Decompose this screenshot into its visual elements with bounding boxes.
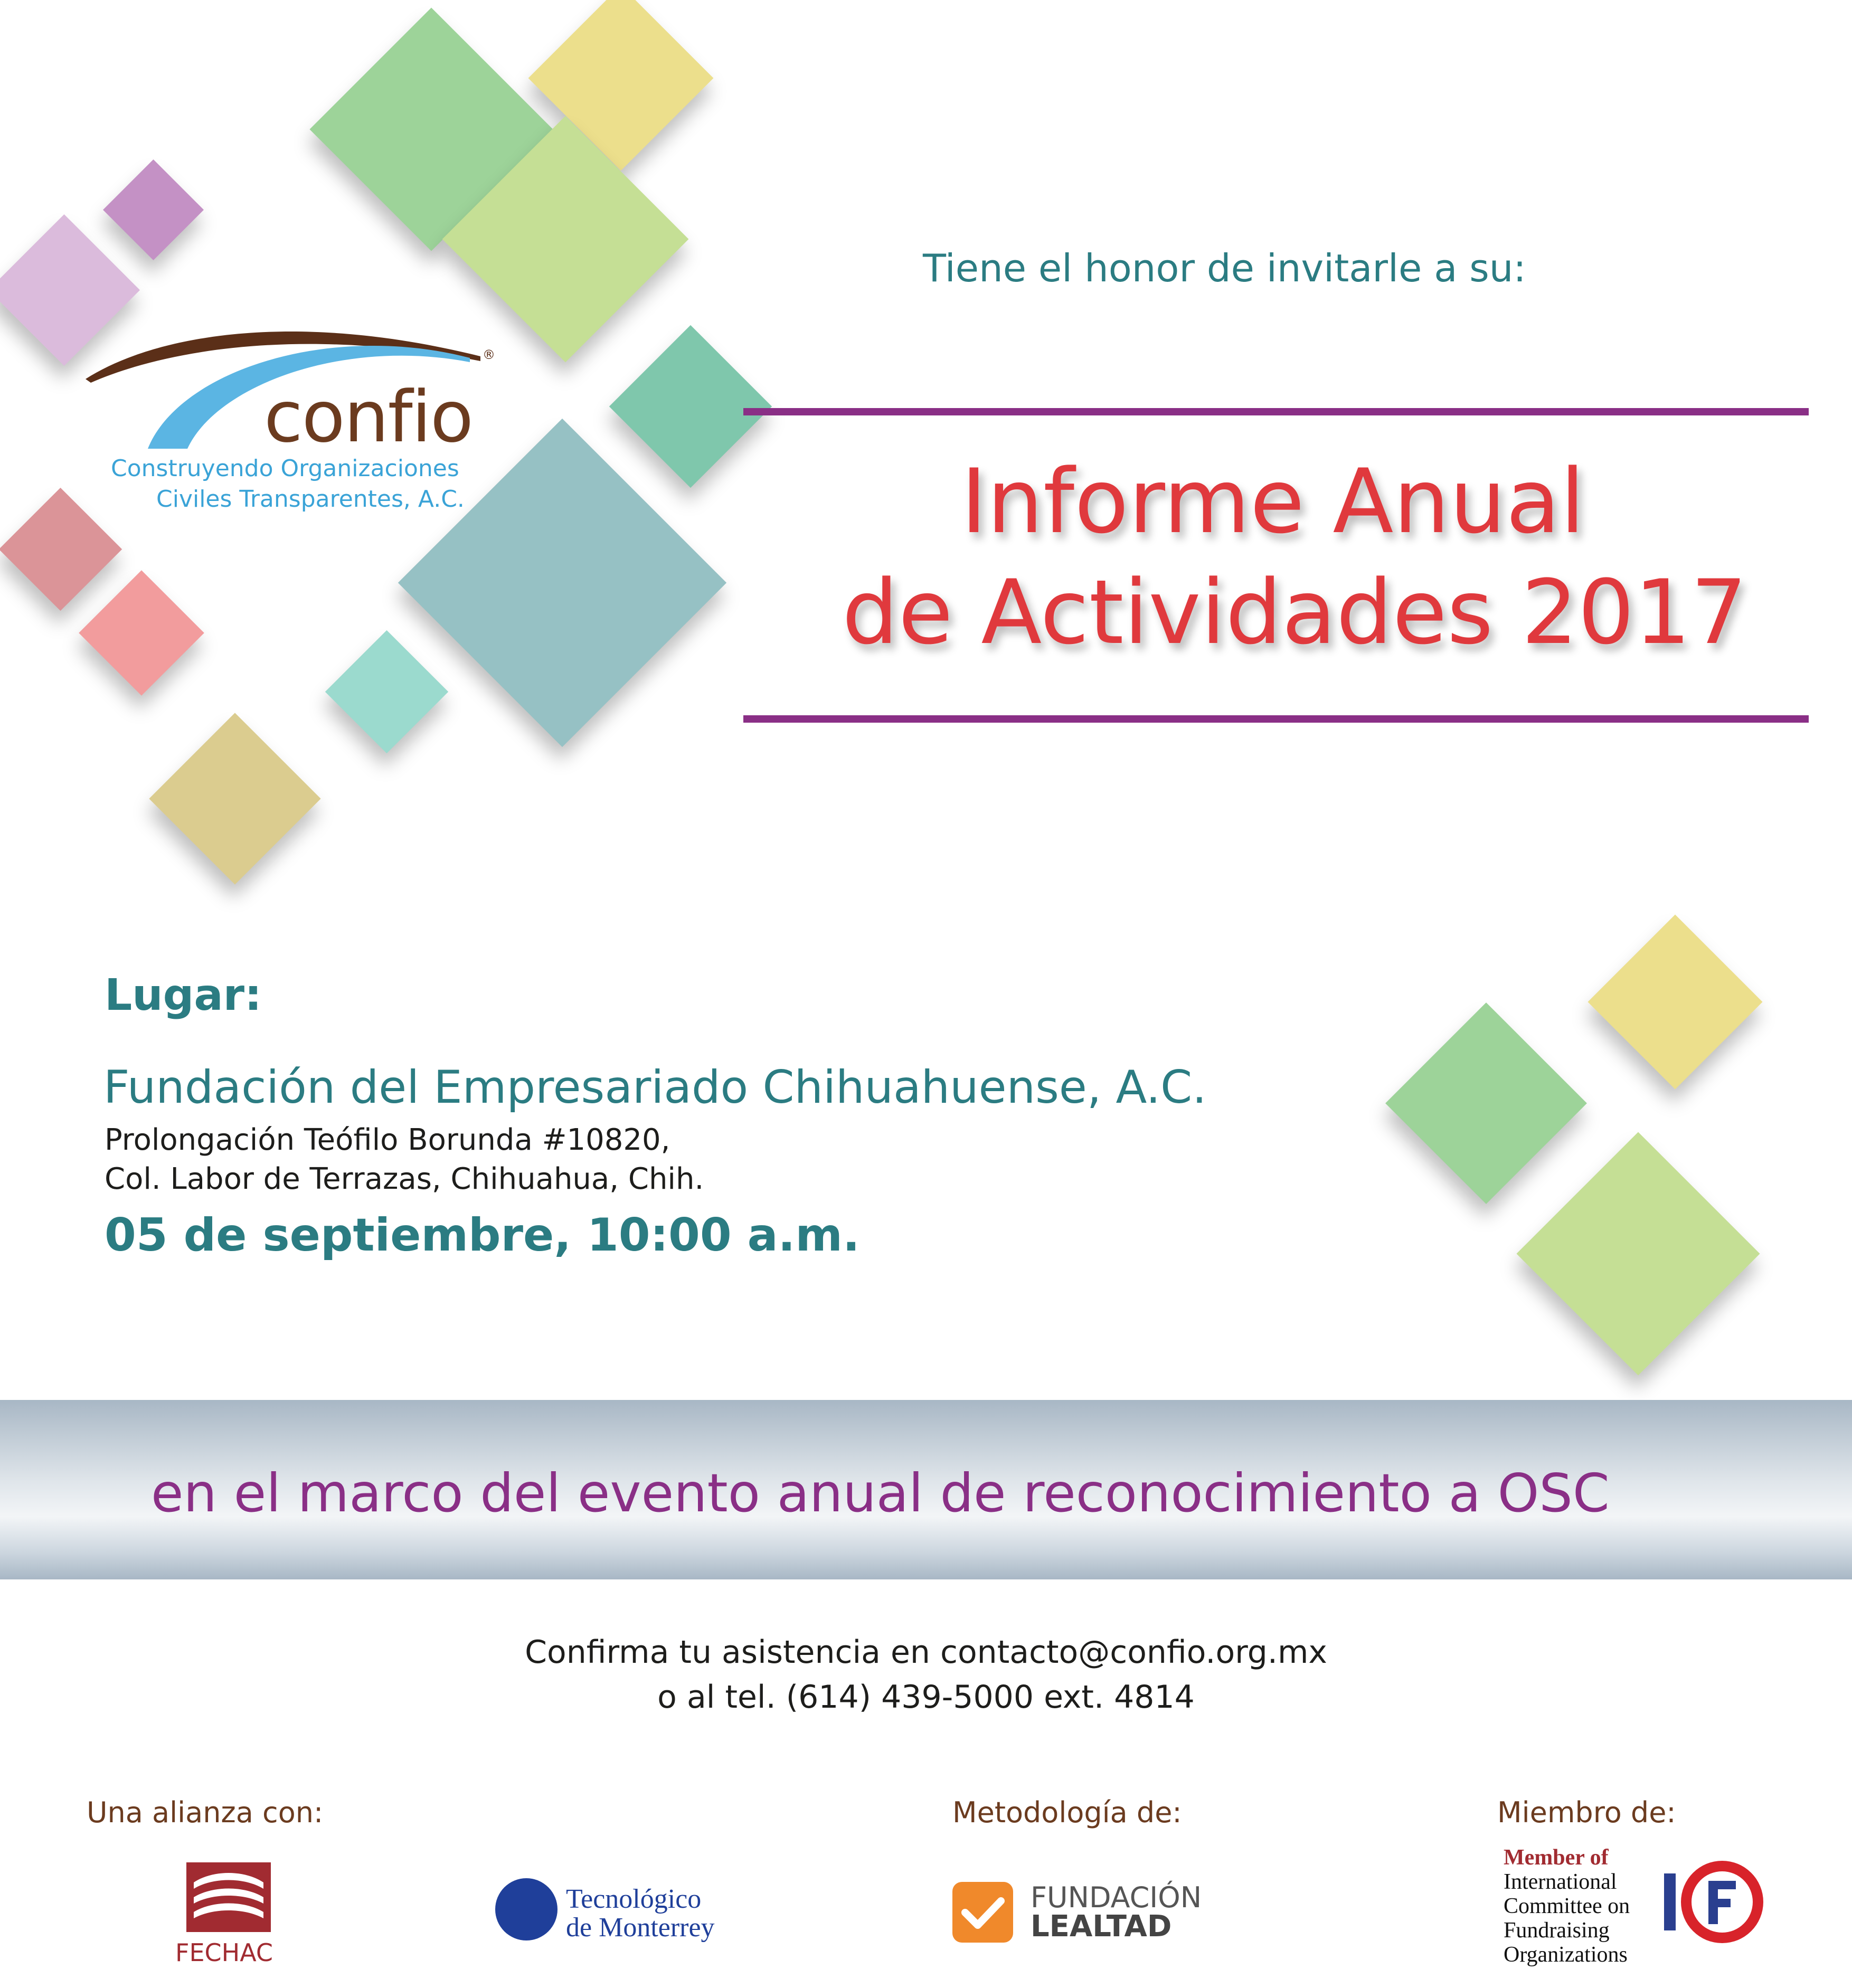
decor-diamond-rose	[0, 488, 122, 611]
title-line2: de Actividades 2017	[842, 561, 1747, 664]
lealtad-name-line1: FUNDACIÓN	[1031, 1881, 1202, 1914]
tec-monterrey-emblem-icon	[495, 1878, 558, 1940]
venue-address-line2: Col. Labor de Terrazas, Chihuahua, Chih.	[105, 1162, 704, 1196]
member-label: Miembro de:	[1497, 1796, 1676, 1829]
fechac-name: FECHAC	[175, 1938, 273, 1967]
event-datetime: 05 de septiembre, 10:00 a.m.	[105, 1209, 860, 1262]
lealtad-name-line2: LEALTAD	[1031, 1909, 1172, 1944]
icfo-line-organizations: Organizations	[1504, 1943, 1628, 1967]
methodology-label: Metodología de:	[952, 1796, 1182, 1829]
confio-tagline-line1: Construyendo Organizaciones	[111, 455, 459, 482]
icfo-line-member: Member of	[1504, 1845, 1609, 1870]
icfo-emblem-icon	[1660, 1850, 1763, 1954]
decor-diamond-mint	[325, 630, 448, 753]
venue-address-line1: Prolongación Teófilo Borunda #10820,	[105, 1123, 670, 1157]
decor-diamond-khaki	[149, 713, 320, 884]
title-line1: Informe Anual	[961, 450, 1585, 553]
fechac-logo-icon	[186, 1862, 271, 1932]
confio-tagline-line2: Civiles Transparentes, A.C.	[156, 486, 465, 513]
confio-wordmark: confio	[264, 376, 473, 458]
icfo-line-committee: Committee on	[1504, 1894, 1630, 1918]
decor-diamond-yellow-right	[1588, 915, 1763, 1090]
decor-diamond-pink	[79, 570, 204, 696]
icfo-line-international: International	[1504, 1870, 1617, 1894]
registered-mark: ®	[483, 347, 495, 362]
rsvp-line1: Confirma tu asistencia en contacto@confio.org.mx	[525, 1634, 1327, 1671]
venue-name: Fundación del Empresariado Chihuahuense, A.C.	[103, 1061, 1207, 1114]
decor-diamond-purple-small	[103, 159, 204, 260]
decor-diamond-lightgreen-right	[1516, 1132, 1760, 1375]
banner-text: en el marco del evento anual de reconocimiento a OSC	[151, 1462, 1610, 1524]
tec-name-line2: de Monterrey	[566, 1913, 715, 1943]
event-banner	[0, 1400, 1852, 1579]
rsvp-line2: o al tel. (614) 439-5000 ext. 4814	[657, 1679, 1195, 1716]
title-bottom-rule	[743, 715, 1809, 723]
alliance-label: Una alianza con:	[87, 1796, 324, 1829]
decor-diamond-seagreen	[609, 325, 772, 488]
venue-heading: Lugar:	[105, 970, 262, 1020]
title-top-rule	[743, 408, 1809, 415]
intro-text: Tiene el honor de invitarle a su:	[923, 246, 1526, 290]
lealtad-check-icon	[952, 1882, 1013, 1943]
tec-name-line1: Tecnológico	[566, 1884, 702, 1914]
icfo-text-block	[1504, 1845, 1630, 1967]
icfo-line-fundraising: Fundraising	[1504, 1918, 1610, 1943]
decor-diamond-green-right	[1385, 1002, 1587, 1204]
